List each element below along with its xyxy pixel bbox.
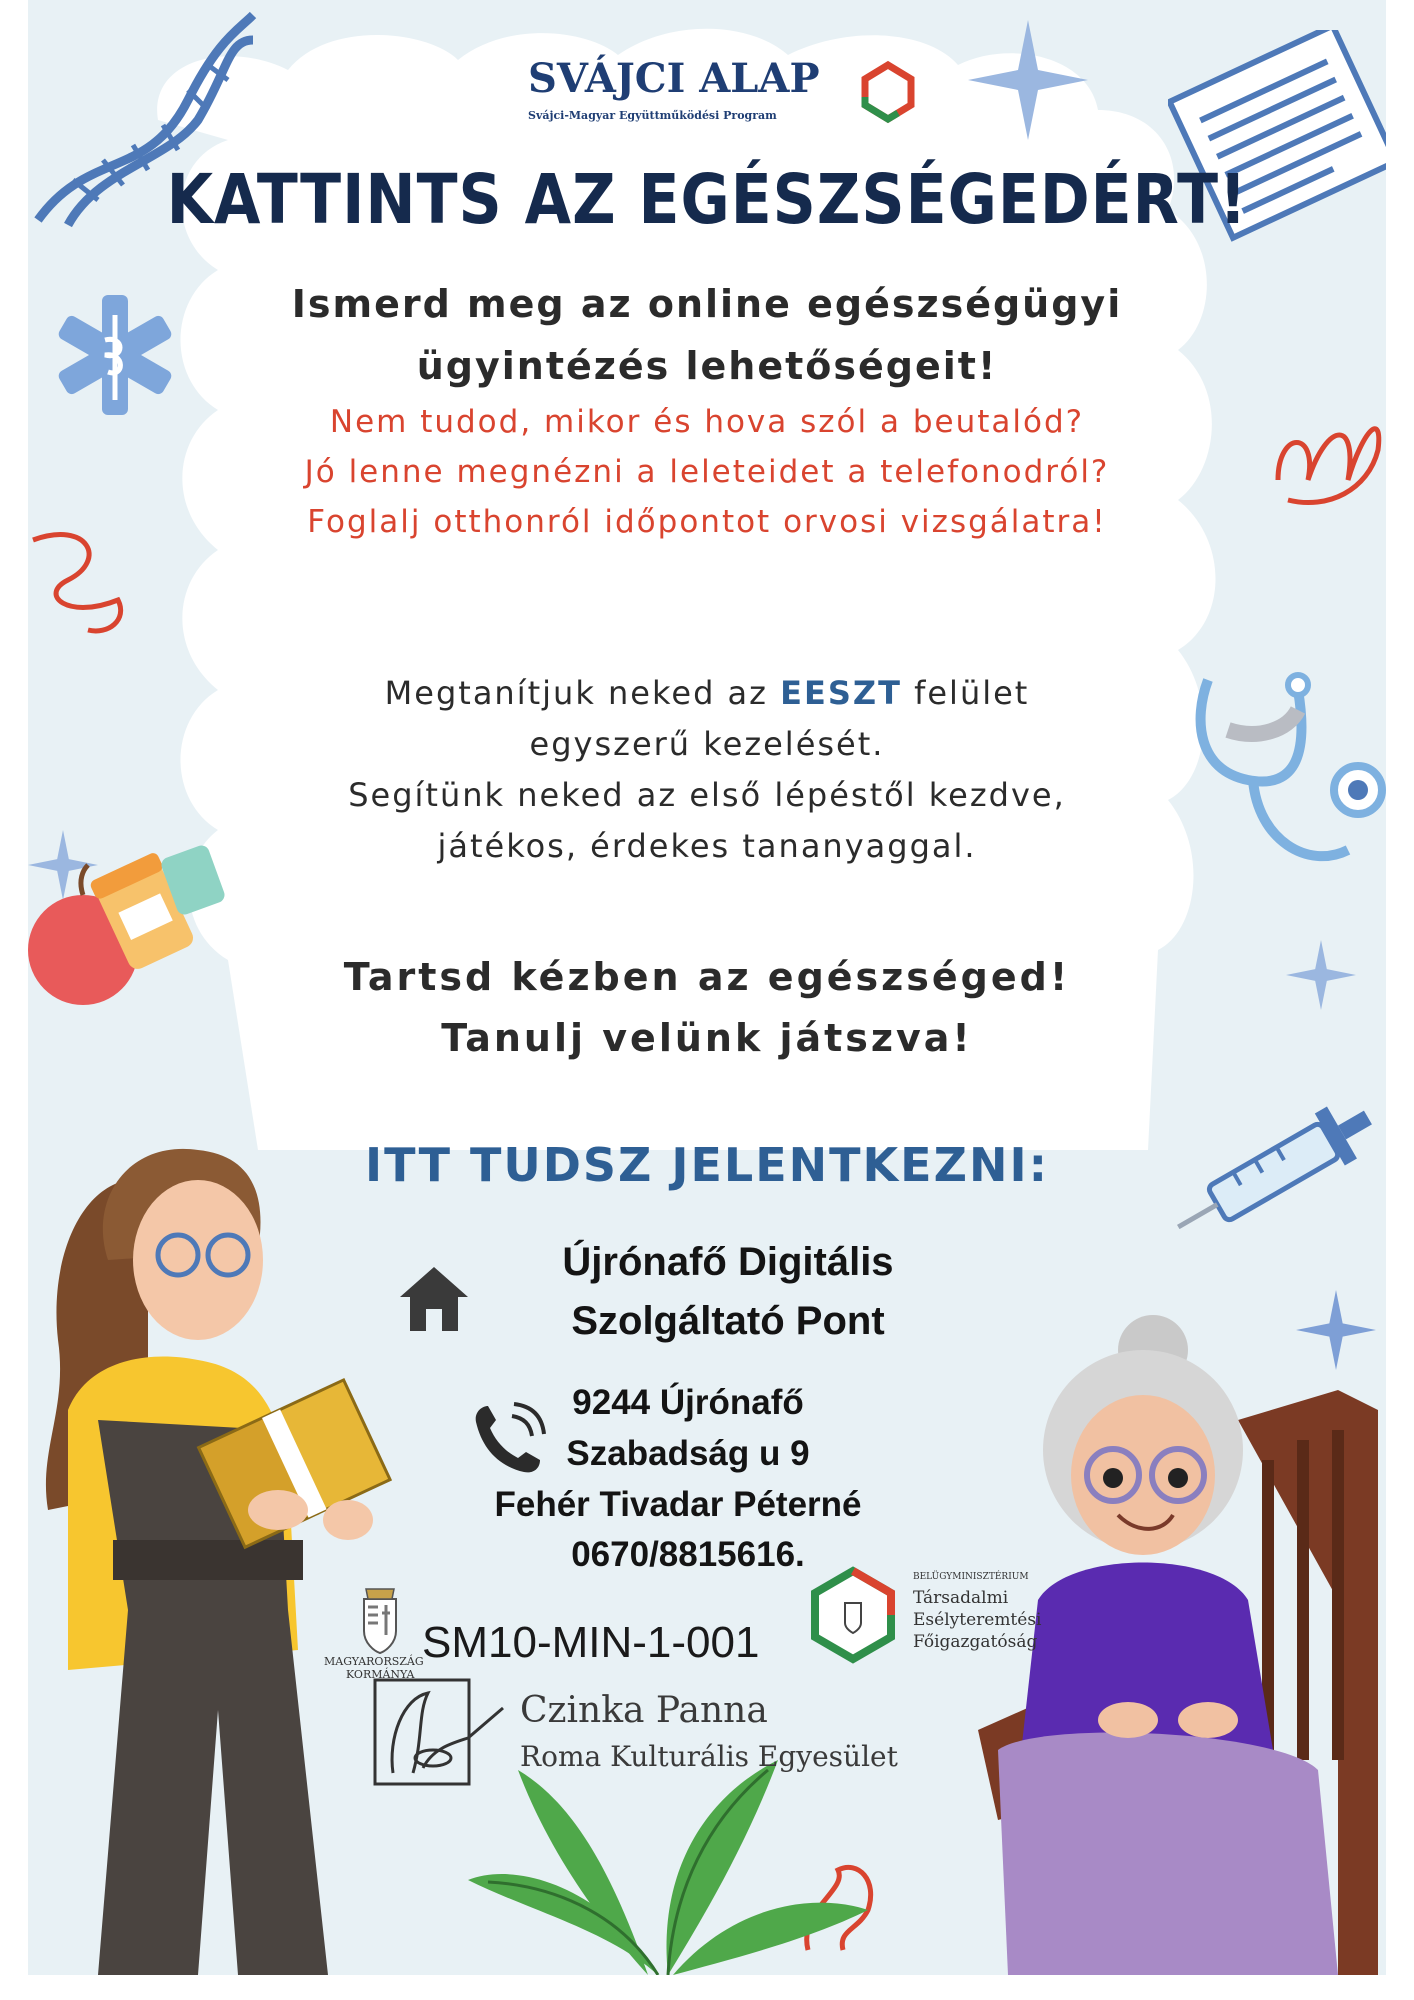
poster: [28, 0, 1386, 1975]
address-line-2: Szabadság u 9: [566, 1434, 810, 1473]
service-point-name-1: Újrónafő Digitális: [562, 1240, 894, 1284]
sparkle-star-icon: [968, 20, 1088, 140]
service-point-name-2: Szolgáltató Pont: [571, 1299, 885, 1343]
swiss-fund-logo: [528, 55, 948, 135]
hungarian-coat-of-arms-icon: [358, 1585, 402, 1655]
slogan-line-1: Tartsd kézben az egészséged!: [343, 955, 1071, 999]
government-label-1: MAGYARORSZÁG: [324, 1655, 424, 1668]
ministry-line-2: Esélyteremtési: [913, 1610, 1042, 1630]
signup-heading: ITT TUDSZ JELENTKEZNI:: [365, 1138, 1049, 1192]
body-line-1-end: felület: [901, 674, 1030, 712]
eeszt-highlight: EESZT: [780, 674, 902, 712]
intro-line-1: Ismerd meg az online egészségügyi: [291, 282, 1123, 326]
question-1: Nem tudod, mikor és hova szól a beutalód?: [329, 404, 1085, 440]
czinka-panna-association: Roma Kulturális Egyesület: [520, 1740, 898, 1773]
body-line-2: egyszerű kezelését.: [529, 725, 885, 763]
ministry-hexagon-logo-icon: [803, 1565, 903, 1665]
body-line-4: játékos, érdekes tananyaggal.: [437, 827, 977, 865]
ministry-line-3: Főigazgatóság: [913, 1632, 1038, 1652]
slogan-line-2: Tanulj velünk játszva!: [441, 1016, 973, 1060]
ministry-header: BELÜGYMINISZTÉRIUM: [913, 1572, 1029, 1582]
headline: KATTINTS AZ EGÉSZSÉGEDÉRT!: [166, 159, 1248, 241]
intro-line-2: ügyintézés lehetőségeit!: [416, 344, 998, 388]
contact-person: Fehér Tivadar Péterné: [494, 1485, 862, 1524]
phone-icon: [468, 1400, 548, 1480]
logo-subtitle: Svájci-Magyar Együttműködési Program: [528, 109, 777, 122]
logo-mark-icon: [853, 57, 923, 127]
body-line-1: [28, 674, 1386, 712]
program-code: SM10-MIN-1-001: [422, 1618, 760, 1667]
body-line-1-start: Megtanítjuk neked az: [384, 674, 781, 712]
czinka-panna-name: Czinka Panna: [520, 1690, 768, 1731]
grandmother-illustration: [978, 1300, 1386, 1975]
czinka-panna-logo-icon: [373, 1678, 508, 1788]
address-line-1: 9244 Újrónafő: [572, 1383, 804, 1422]
question-3: Foglalj otthonról időpontot orvosi vizsgálatra!: [307, 504, 1107, 540]
phone-number: 0670/8815616.: [571, 1535, 805, 1574]
question-2: Jó lenne megnézni a leleteidet a telefonodról?: [304, 454, 1110, 490]
body-line-3: Segítünk neked az első lépéstől kezdve,: [348, 776, 1066, 814]
logo-name: SVÁJCI ALAP: [528, 55, 820, 102]
government-label-2: KORMÁNYA: [346, 1668, 415, 1681]
ministry-line-1: Társadalmi: [913, 1588, 1009, 1608]
woman-reading-illustration: [28, 1110, 468, 1975]
home-icon: [398, 1265, 470, 1333]
